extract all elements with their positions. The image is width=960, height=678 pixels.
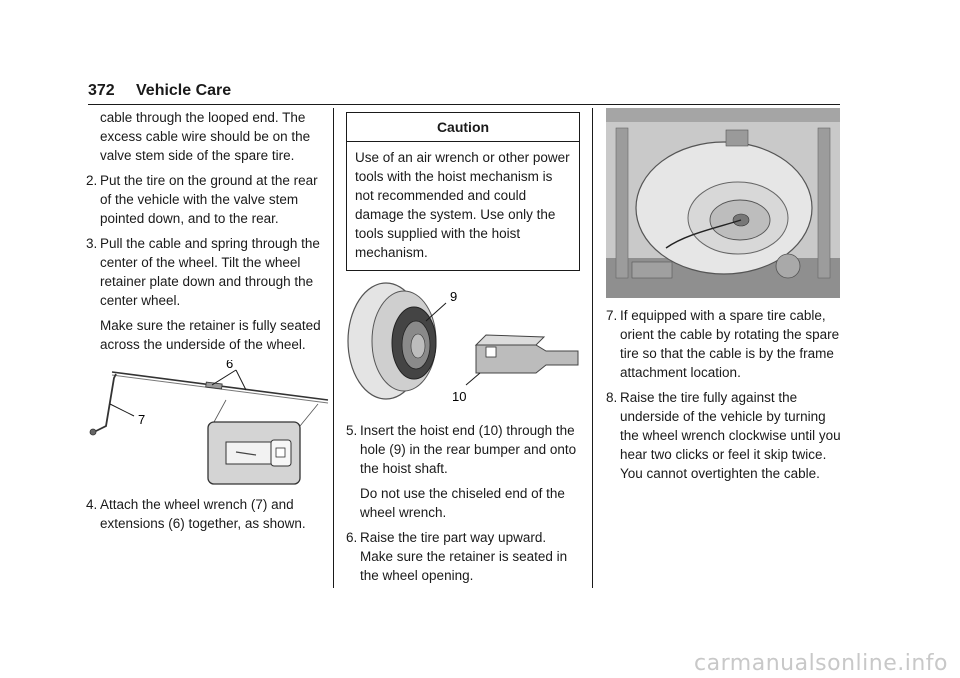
column-divider bbox=[592, 108, 593, 588]
step-number: 4. bbox=[86, 497, 98, 512]
step-number: 8. bbox=[606, 390, 618, 405]
caution-title: Caution bbox=[347, 113, 579, 142]
watermark-text: carmanualsonline.info bbox=[694, 651, 948, 676]
wrench-extension-illustration bbox=[86, 360, 331, 495]
caution-box bbox=[346, 112, 580, 271]
step-text: If equipped with a spare tire cable, orient the cable by rotating the spare tire so that the cable is by the frame attachment location. bbox=[620, 308, 840, 380]
step-text: Raise the tire part way upward. Make sure the retainer is seated in the wheel opening. bbox=[360, 530, 568, 583]
figure-label-10: 10 bbox=[452, 389, 467, 404]
step-number: 7. bbox=[606, 308, 618, 323]
figure-label-9: 9 bbox=[450, 289, 458, 304]
step-2 bbox=[86, 171, 326, 228]
step-8 bbox=[606, 388, 842, 483]
figure-label-6: 6 bbox=[226, 360, 234, 371]
page-header bbox=[88, 78, 840, 105]
step-4 bbox=[86, 495, 326, 533]
step-number: 6. bbox=[346, 530, 358, 545]
figure-label-7: 7 bbox=[138, 412, 146, 427]
step-3 bbox=[86, 234, 326, 310]
caution-text: Use of an air wrench or other power tools with the hoist mechanism is not recommended and could damage the system. Use only the tools supplied with the hoist mechanism. bbox=[355, 150, 570, 260]
step-text: Pull the cable and spring through the center of the wheel. Tilt the wheel retainer plate down and through the center wheel. bbox=[100, 236, 320, 308]
column-3 bbox=[606, 108, 842, 489]
step-5 bbox=[346, 421, 580, 478]
intro-paragraph: cable through the looped end. The excess cable wire should be on the valve stem side of the spare tire. bbox=[100, 110, 311, 163]
spare-tire-underbody-illustration bbox=[606, 108, 840, 298]
step-number: 5. bbox=[346, 423, 358, 438]
step-text: Put the tire on the ground at the rear of the vehicle with the valve stem pointed down, and to the rear. bbox=[100, 173, 318, 226]
column-2 bbox=[346, 108, 580, 591]
step-3-note: Make sure the retainer is fully seated across the underside of the wheel. bbox=[100, 318, 321, 352]
step-text: Insert the hoist end (10) through the hole (9) in the rear bumper and onto the hoist shaft. bbox=[360, 423, 577, 476]
step-6 bbox=[346, 528, 580, 585]
step-number: 2. bbox=[86, 173, 98, 188]
step-text: Raise the tire fully against the underside of the vehicle by turning the wheel wrench clockwise until you hear two clicks or feel it skip twice. You cannot overtighten the cable. bbox=[620, 390, 841, 481]
step-5-note: Do not use the chiseled end of the wheel wrench. bbox=[360, 486, 565, 520]
step-7 bbox=[606, 306, 842, 382]
column-divider bbox=[333, 108, 334, 588]
step-number: 3. bbox=[86, 236, 98, 251]
step-text: Attach the wheel wrench (7) and extensions (6) together, as shown. bbox=[100, 497, 306, 531]
column-1 bbox=[86, 108, 326, 539]
hoist-end-illustration bbox=[346, 281, 580, 411]
section-title: Vehicle Care bbox=[136, 82, 232, 99]
page-number: 372 bbox=[88, 82, 115, 99]
